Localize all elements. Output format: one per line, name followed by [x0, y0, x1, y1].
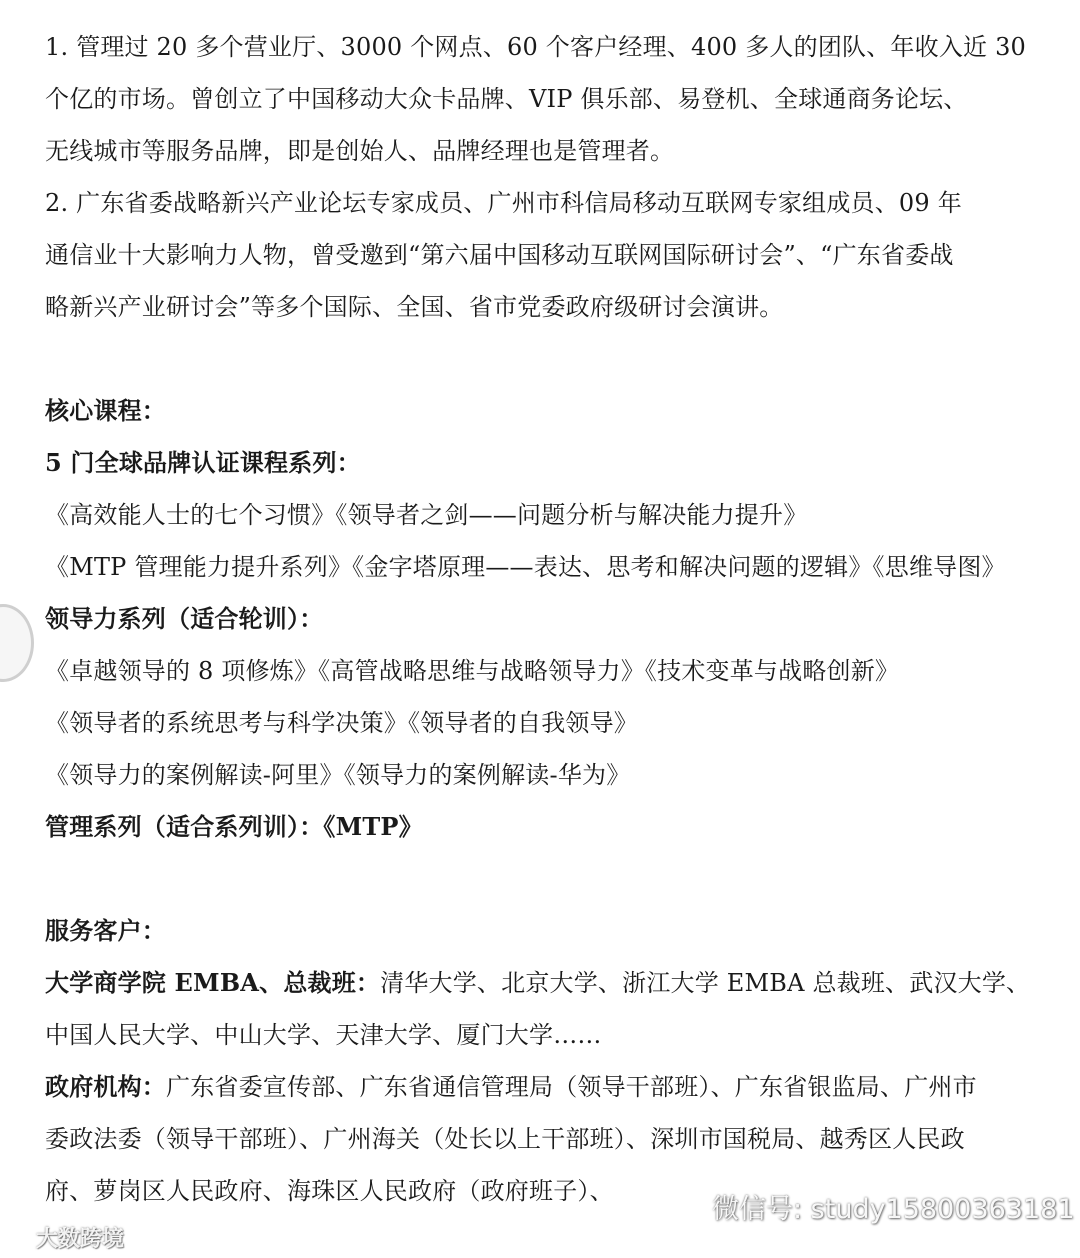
subheading-management: 管理系列（适合系列训）：《MTP》 [45, 812, 423, 841]
subheading-leadership: 领导力系列（适合轮训）： [45, 604, 324, 633]
client-list-text: 广东省委宣传部、广东省通信管理局（领导干部班）、广东省银监局、广州市 [166, 1073, 977, 1101]
client-line [45, 966, 1045, 1000]
client-list-text: 清华大学、北京大学、浙江大学 EMBA 总裁班、武汉大学、 [380, 969, 1031, 997]
body-line: 通信业十大影响力人物，曾受邀到“第六届中国移动互联网国际研讨会”、“广东省委战 [45, 241, 954, 269]
cloud-logo-icon [4, 1226, 32, 1248]
body-line: 略新兴产业研讨会”等多个国际、全国、省市党委政府级研讨会演讲。 [45, 293, 784, 321]
watermark-brand [4, 1222, 124, 1252]
body-line: 1. 管理过 20 多个营业厅、3000 个网点、60 个客户经理、400 多人的团队、年收入近 30 [45, 33, 1027, 61]
client-line: 府、萝岗区人民政府、海珠区人民政府（政府班子）、 [45, 1177, 614, 1205]
body-line: 2. 广东省委战略新兴产业论坛专家成员、广州市科信局移动互联网专家组成员、09 年 [45, 189, 962, 217]
client-category-label: 政府机构： [45, 1072, 166, 1101]
wechat-icon [660, 1189, 704, 1223]
section-heading-clients: 服务客户： [45, 916, 166, 945]
course-line: 《高效能人士的七个习惯》《领导者之剑——问题分析与解决能力提升》 [45, 501, 808, 529]
subheading-global-courses: 5 门全球品牌认证课程系列： [45, 448, 361, 477]
course-line: 《卓越领导的 8 项修炼》《高管战略思维与战略领导力》《技术变革与战略创新》 [45, 657, 900, 685]
section-heading-core-courses: 核心课程： [45, 396, 166, 425]
body-line: 无线城市等服务品牌，即是创始人、品牌经理也是管理者。 [45, 137, 675, 165]
watermark-brand-text: 大数跨境 [36, 1226, 125, 1252]
course-line: 《MTP 管理能力提升系列》《金字塔原理——表达、思考和解决问题的逻辑》《思维导图》 [45, 553, 1006, 581]
watermark-wechat [660, 1186, 1075, 1226]
client-category-label: 大学商学院 EMBA、总裁班： [45, 968, 381, 997]
watermark-wechat-text: 微信号: study15800363181 [712, 1193, 1075, 1225]
client-line: 委政法委（领导干部班）、广州海关（处长以上干部班）、深圳市国税局、越秀区人民政 [45, 1125, 965, 1153]
course-line: 《领导者的系统思考与科学决策》《领导者的自我领导》 [45, 709, 638, 737]
client-line: 中国人民大学、中山大学、天津大学、厦门大学…… [45, 1021, 602, 1049]
course-line: 《领导力的案例解读-阿里》《领导力的案例解读-华为》 [45, 761, 631, 789]
body-line: 个亿的市场。曾创立了中国移动大众卡品牌、VIP 俱乐部、易登机、全球通商务论坛、 [45, 85, 968, 113]
client-line [45, 1070, 1045, 1104]
